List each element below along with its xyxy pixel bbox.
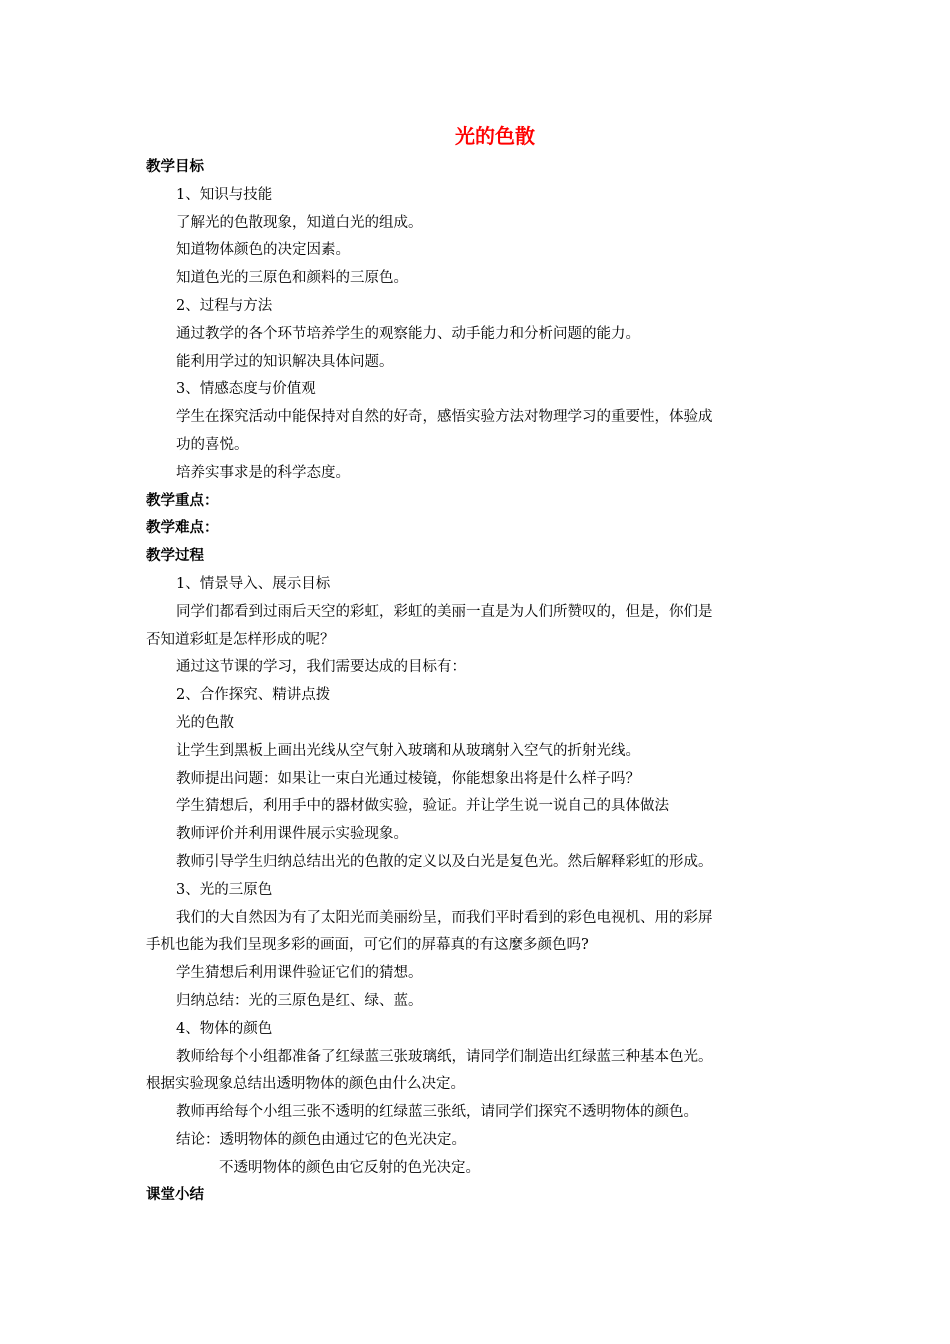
objective-2-item: 通过教学的各个环节培养学生的观察能力、动手能力和分析问题的能力。 [176,325,640,342]
objectives-heading: 教学目标 [146,159,204,175]
process-4-text-line2: 根据实验现象总结出透明物体的颜色由什么决定。 [146,1076,465,1093]
process-4-text-line1: 教师给每个小组都准备了红绿蓝三张玻璃纸，请同学们制造出红绿蓝三种基本色光。 [176,1048,713,1065]
process-4-conclusion: 结论：透明物体的颜色由通过它的色光决定。 [176,1131,466,1148]
objective-1-item: 知道物体颜色的决定因素。 [176,242,350,259]
process-3-heading: 3、光的三原色 [176,881,273,898]
objective-3-item-line1: 学生在探究活动中能保持对自然的好奇，感悟实验方法对物理学习的重要性，体验成 [176,409,713,426]
process-4-text2: 教师再给每个小组三张不透明的红绿蓝三张纸，请同学们探究不透明物体的颜色。 [176,1104,698,1121]
objective-2-heading: 2、过程与方法 [176,297,273,314]
process-3-item: 学生猜想后利用课件验证它们的猜想。 [176,965,423,982]
objective-3-item: 培养实事求是的科学态度。 [176,464,350,481]
process-2-item: 让学生到黑板上画出光线从空气射入玻璃和从玻璃射入空气的折射光线。 [176,742,640,759]
process-1-heading: 1、情景导入、展示目标 [176,575,331,592]
process-2-item: 教师评价并利用课件展示实验现象。 [176,826,408,843]
process-1-text-line1: 同学们都看到过雨后天空的彩虹，彩虹的美丽一直是为人们所赞叹的，但是，你们是 [176,603,713,620]
process-4-heading: 4、物体的颜色 [176,1020,273,1037]
document-title: 光的色散 [455,124,535,148]
document-body [146,154,810,1210]
process-2-item: 教师引导学生归纳总结出光的色散的定义以及白光是复色光。然后解释彩虹的形成。 [176,853,713,870]
objective-1-item: 了解光的色散现象，知道白光的组成。 [176,214,423,231]
key-points-heading: 教学重点： [146,492,219,509]
objective-3-heading: 3、情感态度与价值观 [176,381,316,398]
objective-1-heading: 1、知识与技能 [176,186,273,203]
summary-heading: 课堂小结 [146,1187,204,1204]
process-2-item: 学生猜想后，利用手中的器材做实验，验证。并让学生说一说自己的具体做法 [176,798,669,815]
objective-2-item: 能利用学过的知识解决具体问题。 [176,353,394,370]
process-1-text-line2: 否知道彩虹是怎样形成的呢？ [146,631,335,648]
objective-3-item-line2: 功的喜悦。 [176,436,249,453]
process-3-text-line1: 我们的大自然因为有了太阳光而美丽纷呈，而我们平时看到的彩色电视机、用的彩屏 [176,909,713,926]
difficulties-heading: 教学难点： [146,520,219,537]
process-3-text-line2: 手机也能为我们呈现多彩的画面，可它们的屏幕真的有这麼多颜色吗? [146,937,589,954]
process-heading: 教学过程 [146,548,204,565]
process-3-item: 归纳总结：光的三原色是红、绿、蓝。 [176,992,423,1009]
objective-1-item: 知道色光的三原色和颜料的三原色。 [176,270,408,287]
process-1-text2: 通过这节课的学习，我们需要达成的目标有： [176,659,466,676]
process-2-heading: 2、合作探究、精讲点拨 [176,687,331,704]
process-2-item: 教师提出问题：如果让一束白光通过棱镜，你能想象出将是什么样子吗？ [176,770,640,787]
process-4-conclusion: 不透明物体的颜色由它反射的色光决定。 [219,1159,480,1176]
process-2-item: 光的色散 [176,714,234,731]
